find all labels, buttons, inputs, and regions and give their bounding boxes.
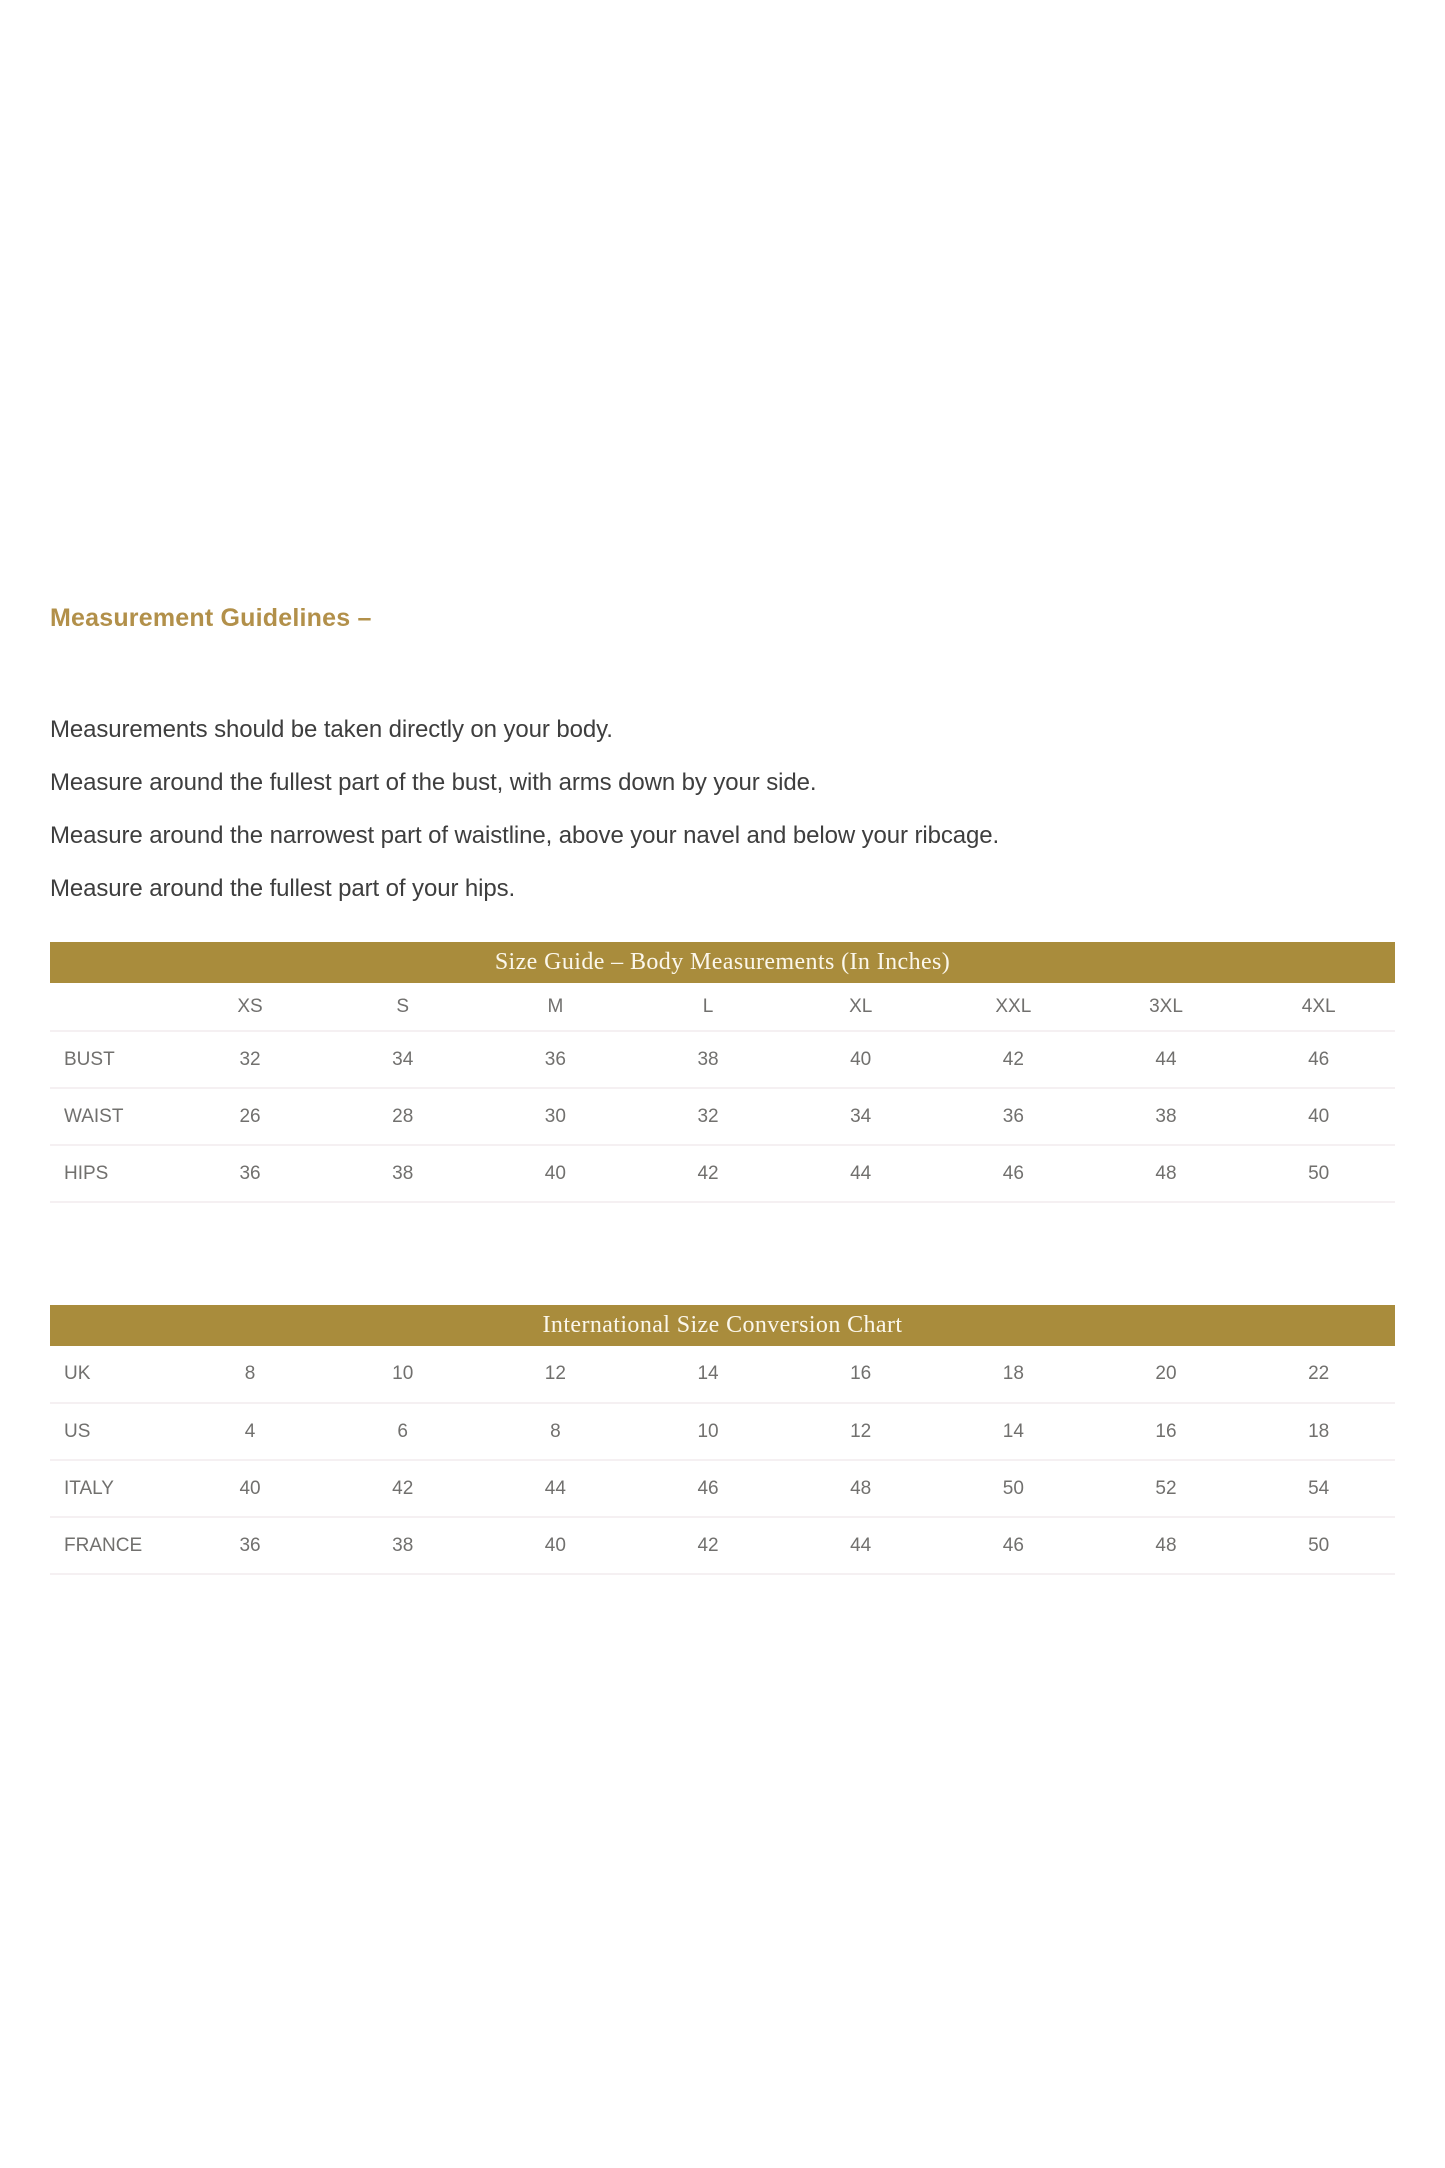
size-value-cell: 40	[239, 1477, 261, 1499]
size-value-cell: 36	[1002, 1105, 1024, 1127]
size-guide-page	[50, 0, 1395, 1575]
size-value-cell: 44	[544, 1477, 566, 1499]
row-label: BUST	[64, 1048, 115, 1070]
size-value-cell: 12	[544, 1363, 566, 1384]
table-row	[50, 1403, 1395, 1460]
size-value-cell: 4	[244, 1420, 256, 1442]
size-value-cell: 8	[244, 1363, 256, 1384]
size-value-cell: 32	[239, 1048, 261, 1070]
size-value-cell: 10	[392, 1363, 414, 1384]
size-value-cell: 46	[1308, 1048, 1330, 1070]
size-value-cell: 34	[850, 1105, 872, 1127]
row-label: ITALY	[64, 1477, 114, 1499]
size-guide-title-band: Size Guide – Body Measurements (In Inches)	[50, 942, 1395, 983]
size-value-cell: 36	[239, 1162, 261, 1184]
table-row	[50, 1088, 1395, 1145]
size-value-cell: 38	[697, 1048, 719, 1070]
size-value-cell: 38	[1155, 1105, 1177, 1127]
size-value-cell: 46	[697, 1477, 719, 1499]
size-value-cell: 30	[544, 1105, 566, 1127]
size-header-row	[50, 983, 1395, 1031]
size-value-cell: 36	[544, 1048, 566, 1070]
guideline-line: Measurements should be taken directly on your body.	[50, 716, 613, 743]
size-value-cell: 34	[392, 1048, 414, 1070]
size-value-cell: 48	[1155, 1534, 1177, 1556]
size-value-cell: 8	[550, 1420, 561, 1442]
size-value-cell: 46	[1002, 1534, 1024, 1556]
column-header: XL	[849, 995, 873, 1017]
size-value-cell: 50	[1002, 1477, 1024, 1499]
size-value-cell: 50	[1308, 1162, 1330, 1184]
size-value-cell: 32	[697, 1105, 719, 1127]
size-value-cell: 18	[1308, 1420, 1330, 1442]
size-value-cell: 42	[697, 1162, 719, 1184]
guideline-line: Measure around the fullest part of your hips.	[50, 875, 516, 902]
table-row	[50, 1517, 1395, 1574]
column-header: 4XL	[1301, 995, 1336, 1017]
size-value-cell: 14	[697, 1363, 719, 1384]
size-value-cell: 40	[544, 1534, 566, 1556]
size-value-cell: 46	[1002, 1162, 1024, 1184]
size-value-cell: 52	[1155, 1477, 1177, 1499]
row-label: HIPS	[64, 1162, 109, 1184]
size-value-cell: 44	[1155, 1048, 1177, 1070]
size-conversion-table	[50, 1346, 1395, 1575]
row-label: UK	[64, 1363, 91, 1384]
measurement-guidelines	[50, 703, 1395, 915]
size-conversion-section	[50, 1305, 1395, 1575]
size-value-cell: 48	[850, 1477, 872, 1499]
size-value-cell: 26	[239, 1105, 261, 1127]
size-value-cell: 44	[850, 1534, 872, 1556]
size-value-cell: 36	[239, 1534, 261, 1556]
size-value-cell: 40	[544, 1162, 566, 1184]
size-value-cell: 38	[392, 1162, 414, 1184]
row-label: WAIST	[64, 1105, 124, 1127]
row-label: US	[64, 1420, 91, 1442]
body-measurements-section	[50, 942, 1395, 1203]
size-value-cell: 44	[850, 1162, 872, 1184]
size-value-cell: 40	[1308, 1105, 1330, 1127]
size-value-cell: 54	[1308, 1477, 1330, 1499]
column-header: 3XL	[1149, 995, 1183, 1017]
size-value-cell: 12	[850, 1420, 872, 1442]
size-value-cell: 38	[392, 1534, 414, 1556]
table-row	[50, 1346, 1395, 1403]
size-value-cell: 42	[697, 1534, 719, 1556]
table-row	[50, 1145, 1395, 1202]
size-value-cell: 28	[392, 1105, 414, 1127]
size-value-cell: 42	[1002, 1048, 1024, 1070]
size-value-cell: 6	[397, 1420, 408, 1442]
size-value-cell: 20	[1155, 1363, 1177, 1384]
table-row	[50, 1031, 1395, 1088]
size-value-cell: 42	[392, 1477, 414, 1499]
column-header: S	[396, 995, 410, 1017]
size-value-cell: 18	[1002, 1363, 1024, 1384]
row-label: FRANCE	[64, 1534, 143, 1556]
size-value-cell: 40	[850, 1048, 872, 1070]
column-header: XXL	[995, 995, 1032, 1017]
guideline-line: Measure around the fullest part of the bust, with arms down by your side.	[50, 769, 817, 796]
size-value-cell: 22	[1308, 1363, 1330, 1384]
size-value-cell: 10	[697, 1420, 719, 1442]
size-value-cell: 50	[1308, 1534, 1330, 1556]
corner-cell	[50, 983, 174, 1031]
guideline-line: Measure around the narrowest part of waistline, above your navel and below your ribcage.	[50, 822, 1000, 849]
body-measurements-table	[50, 983, 1395, 1203]
size-value-cell: 16	[1155, 1420, 1177, 1442]
column-header: XS	[237, 995, 263, 1017]
size-value-cell: 48	[1155, 1162, 1177, 1184]
table-row	[50, 1460, 1395, 1517]
conversion-title-band: International Size Conversion Chart	[50, 1305, 1395, 1346]
size-value-cell: 16	[850, 1363, 872, 1384]
page-title: Measurement Guidelines –	[50, 604, 372, 632]
column-header: L	[702, 995, 714, 1017]
column-header: M	[547, 995, 564, 1017]
size-value-cell: 14	[1002, 1420, 1024, 1442]
